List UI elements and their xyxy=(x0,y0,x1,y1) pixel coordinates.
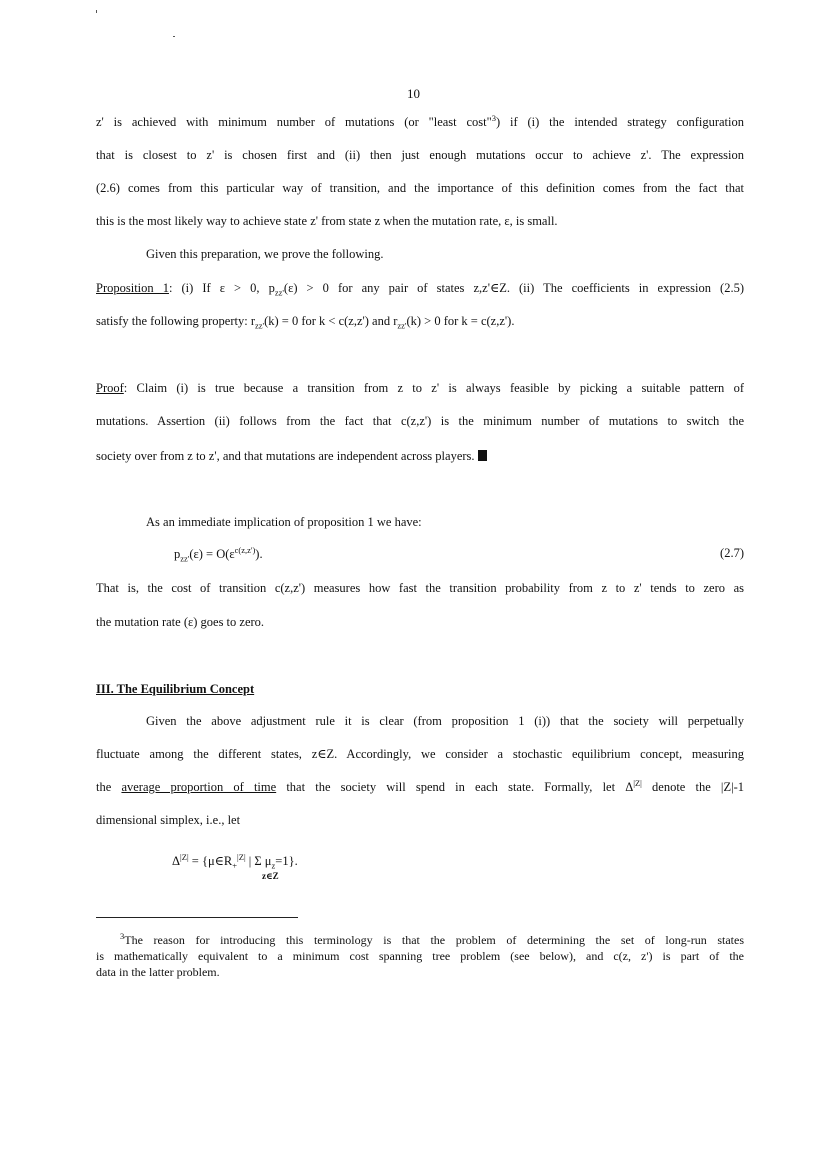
paragraph-line: the average proportion of time that the society will spend in each state. Formally, let $\Delta^{|Z|}$ denote the |Z|-1 xyxy=(96,779,744,794)
equation-number: (2.7) xyxy=(720,546,744,560)
paragraph-line: (2.6) comes from this particular way of transition, and the importance of this definition comes from the fact that xyxy=(96,181,744,195)
equation: $p_{zz'}(\varepsilon) = O(\varepsilon^{c(z,z')})$. xyxy=(174,544,263,564)
proof-line: Proof: Claim (i) is true because a transition from z to z' is always feasible by picking a suitable pattern of xyxy=(96,381,744,395)
scan-speck xyxy=(173,36,175,37)
paragraph-line: z' is achieved with minimum number of mutations (or "least cost"$^3$) if (i) the intended strategy configuration xyxy=(96,114,744,129)
footnote-mark: 3 xyxy=(120,933,125,941)
paragraph-line: As an immediate implication of proposition 1 we have: xyxy=(146,515,422,529)
proof-label: Proof xyxy=(96,381,124,395)
page-number: 10 xyxy=(407,86,420,101)
paragraph-line: fluctuate among the different states, z∈Z. Accordingly, we consider a stochastic equilibrium concept, measuring xyxy=(96,747,744,761)
proposition-line: Proposition 1: (i) If ε > 0, $p_{zz'}(\varepsilon) > 0$ for any pair of states z,z'∈Z. (ii) The coefficients in expression (2.5) xyxy=(96,281,744,296)
proof-line: society over from z to z', and that mutations are independent across players. xyxy=(96,448,744,464)
footnote-rule xyxy=(96,917,298,918)
paragraph-line: dimensional simplex, i.e., let xyxy=(96,813,241,827)
footnote-line: is mathematically equivalent to a minimum cost spanning tree problem (see below), and c(z, z') is part of the xyxy=(96,949,744,963)
paragraph-line: that is closest to z' is chosen first and (ii) then just enough mutations occur to achieve z'. The expression xyxy=(96,148,744,162)
paragraph-line: this is the most likely way to achieve state z' from state z when the mutation rate, ε, is small. xyxy=(96,214,558,228)
qed-square-icon xyxy=(478,450,487,461)
paragraph-line: the mutation rate (ε) goes to zero. xyxy=(96,615,265,629)
proposition-label: Proposition 1 xyxy=(96,281,169,295)
paragraph-line: Given this preparation, we prove the following. xyxy=(146,247,384,261)
summation-index: z∈Z xyxy=(262,871,279,881)
footnote-line: data in the latter problem. xyxy=(96,965,220,979)
footnote-line: $^3$The reason for introducing this terminology is that the problem of determining the set of long-run states xyxy=(120,933,744,947)
proof-line: mutations. Assertion (ii) follows from the fact that c(z,z') is the minimum number of mutations to switch the xyxy=(96,414,744,428)
proposition-line: satisfy the following property: $r_{zz'}(k) = 0$ for k < c(z,z') and $r_{zz'}(k) > 0$ for k = c(z,z'). xyxy=(96,314,515,329)
simplex-definition: $\Delta^{|Z|}$ = {$\mu\in R_+^{|Z|}$ | Σ $\mu_z=1$}. xyxy=(172,851,298,871)
paragraph-line: Given the above adjustment rule it is clear (from proposition 1 (i)) that the society will perpetually xyxy=(146,714,744,728)
scan-speck xyxy=(96,10,97,13)
paragraph-line: That is, the cost of transition c(z,z') measures how fast the transition probability from z to z' tends to zero as xyxy=(96,581,744,595)
section-heading: III. The Equilibrium Concept xyxy=(96,682,255,696)
